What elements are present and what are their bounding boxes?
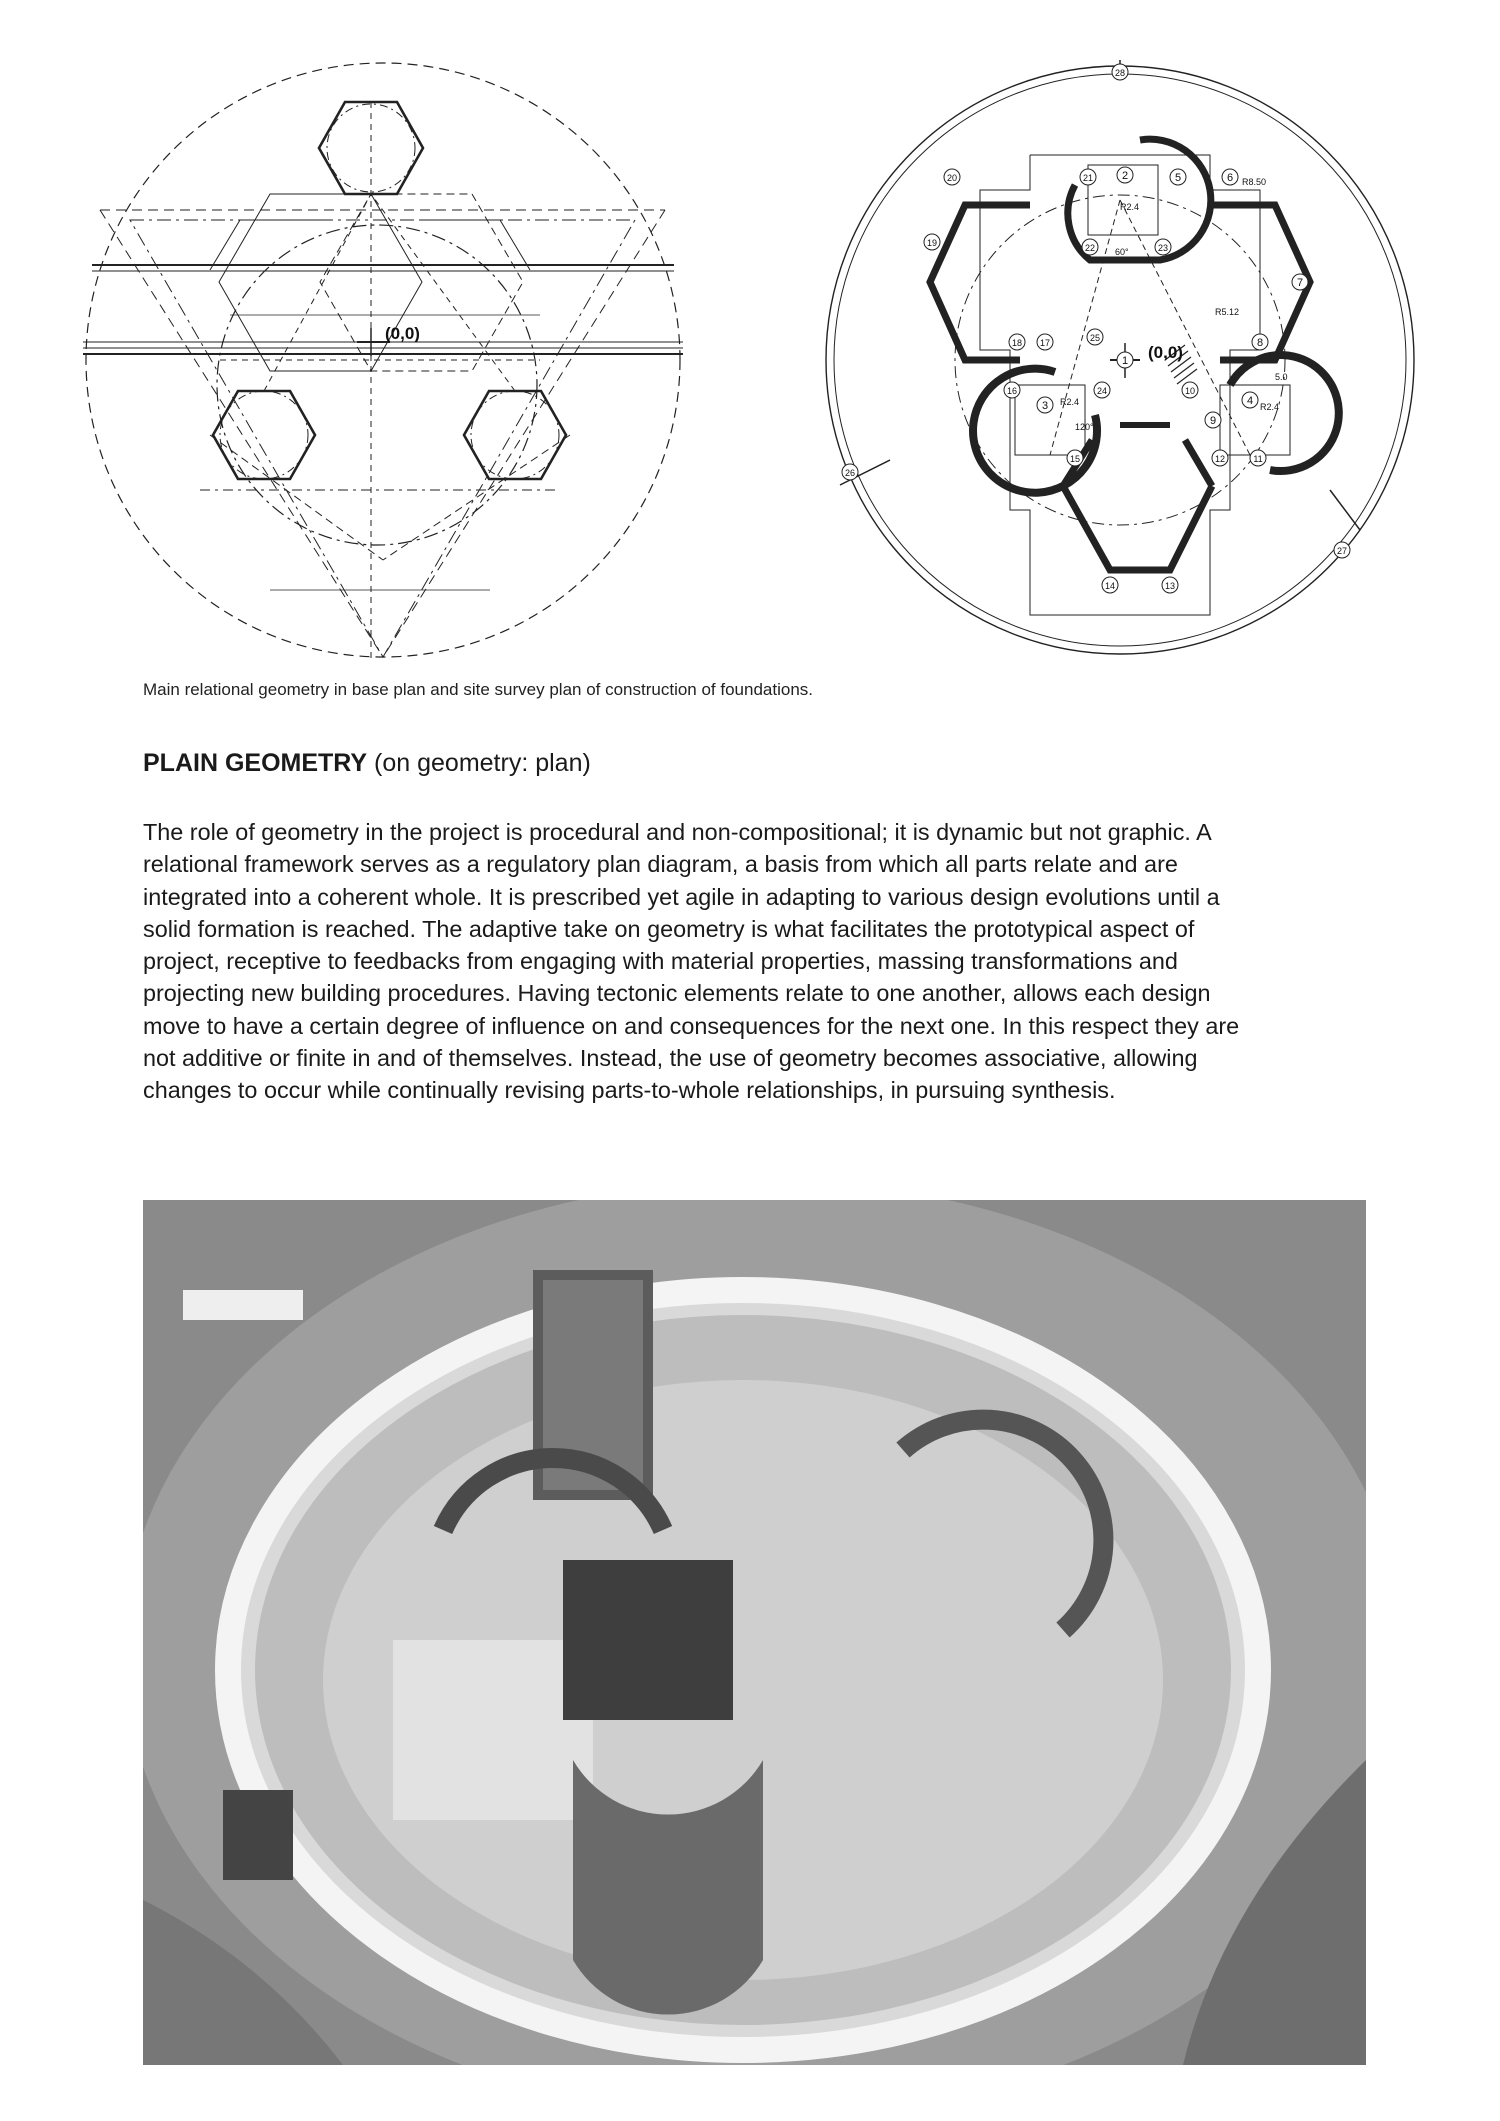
survey-point-label: 12 — [1214, 454, 1226, 464]
survey-point-label: 13 — [1164, 581, 1176, 591]
survey-point-label: 23 — [1157, 243, 1169, 253]
survey-point-label: 28 — [1114, 68, 1126, 78]
survey-point-label: 26 — [844, 468, 856, 478]
left-origin-label: (0,0) — [385, 324, 420, 343]
survey-point-label: 6 — [1226, 172, 1234, 184]
body-line: solid formation is reached. The adaptive take on geometry is what facilitates the prototypical aspect of — [143, 915, 1195, 942]
survey-point-label: 24 — [1096, 386, 1108, 396]
survey-point-label: 22 — [1084, 243, 1096, 253]
dimension-label: 120° — [1075, 422, 1094, 432]
body-paragraph — [143, 816, 1373, 1107]
survey-point-label: 19 — [926, 238, 938, 248]
survey-point-label: 16 — [1006, 386, 1018, 396]
body-line: integrated into a coherent whole. It is prescribed yet agile in adapting to various design evolutions until a — [143, 883, 1220, 910]
survey-point-label: 17 — [1039, 338, 1051, 348]
survey-point-label: 7 — [1296, 277, 1304, 289]
body-line: changes to occur while continually revising parts-to-whole relationships, in pursuing synthesis. — [143, 1077, 1116, 1104]
survey-point-label: 25 — [1089, 333, 1101, 343]
survey-point-label: 14 — [1104, 581, 1116, 591]
survey-point-label: 8 — [1256, 337, 1264, 349]
dimension-label: R2.4 — [1260, 402, 1280, 412]
survey-point-label: 21 — [1082, 173, 1094, 183]
survey-point-label: 5 — [1174, 172, 1182, 184]
survey-point-label: 9 — [1209, 415, 1217, 427]
figure-caption: Main relational geometry in base plan and site survey plan of construction of foundations. — [143, 680, 814, 699]
body-line: not additive or finite in and of themselves. Instead, the use of geometry becomes associative, allowing — [143, 1045, 1198, 1072]
survey-point-label: 27 — [1336, 546, 1348, 556]
dimension-label: R2.4 — [1120, 202, 1140, 212]
body-line: project, receptive to feedbacks from engaging with material properties, massing transformations and — [143, 948, 1178, 975]
section-heading — [143, 749, 591, 778]
survey-point-label: 10 — [1184, 386, 1196, 396]
survey-point-label: 2 — [1121, 170, 1129, 182]
site-survey-plan — [820, 60, 1420, 660]
survey-point-label: 1 — [1121, 355, 1129, 367]
body-line: relational framework serves as a regulatory plan diagram, a basis from which all parts relate and are — [143, 851, 1178, 878]
section-heading-rest: (on geometry: plan) — [367, 749, 591, 777]
dimension-label: 60° — [1115, 247, 1129, 257]
survey-point-label: 20 — [946, 173, 958, 183]
survey-point-label: 3 — [1041, 400, 1049, 412]
body-line: The role of geometry in the project is procedural and non-compositional; it is dynamic but not graphic. A — [143, 819, 1212, 845]
body-line: move to have a certain degree of influence on and consequences for the next one. In this respect they are — [143, 1012, 1240, 1039]
dimension-label: R8.50 — [1242, 177, 1267, 187]
dimension-label: 5.0 — [1275, 372, 1288, 382]
dimension-label: R2.4 — [1060, 397, 1080, 407]
survey-point-label: 15 — [1069, 454, 1081, 464]
construction-site-photo — [143, 1200, 1366, 2065]
relational-geometry-diagram — [80, 60, 690, 670]
right-origin-label: (0,0) — [1148, 343, 1183, 362]
survey-point-label: 4 — [1246, 395, 1254, 407]
body-line: projecting new building procedures. Having tectonic elements relate to one another, allows each design — [143, 980, 1211, 1007]
section-heading-bold: PLAIN GEOMETRY — [143, 749, 368, 777]
survey-point-label: 18 — [1011, 338, 1023, 348]
dimension-label: R5.12 — [1215, 307, 1240, 317]
survey-point-label: 11 — [1253, 454, 1263, 464]
